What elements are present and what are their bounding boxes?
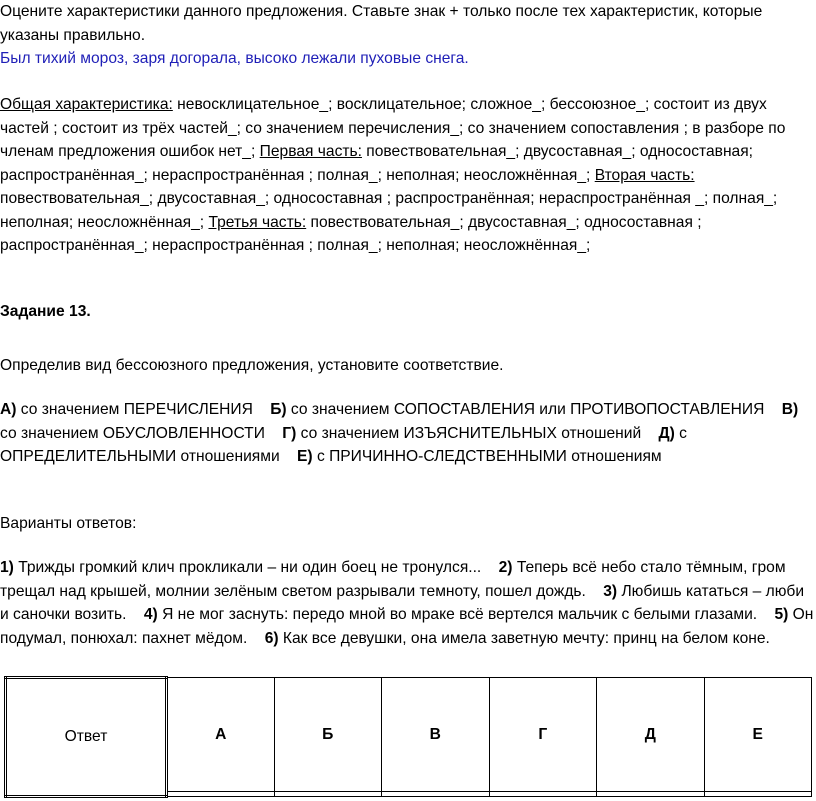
option-letter: В) [781, 401, 799, 418]
answer-table-header-row [6, 678, 812, 792]
variant-text: Я не мог заснуть: передо мной во мраке всё вертелся мальчик с белыми глазами. [157, 606, 758, 623]
variant-number: 4) [143, 606, 158, 623]
column-header-v: В [382, 678, 490, 792]
part3-text: повествовательная_; двусоставная_; односоставная ; распространённая_; нераспространённая ; полная_; неполная; неосложнённая_; [0, 213, 702, 254]
analyzed-sentence: Был тихий мороз, заря догорала, высоко лежали пуховые снега. [0, 50, 469, 67]
intro-instruction: Оцените характеристики данного предложения. Ставьте знак + только после тех характеристик, которые указаны правильно. [0, 3, 763, 44]
answer-row-label: Ответ [6, 678, 167, 797]
answer-cell-v[interactable] [382, 792, 490, 797]
answer-cell-g[interactable] [489, 792, 597, 797]
answer-cell-b[interactable] [274, 792, 382, 797]
variants-paragraph [0, 556, 816, 650]
intro-section [0, 0, 816, 71]
variant-number: 2) [498, 559, 513, 576]
answer-table [4, 676, 812, 798]
part1-label: Первая часть: [259, 143, 362, 160]
task-title-section [0, 300, 816, 324]
variant-number: 1) [0, 559, 14, 576]
variants-label-section [0, 512, 816, 536]
option-letter: Г) [282, 424, 297, 442]
column-header-b: Б [274, 678, 382, 792]
general-characteristic-label: Общая характеристика: [0, 96, 173, 113]
variant-text: Теперь всё небо стало тёмным, гром трещал над крышей, молнии зелёным светом разрывали темноту, пошел дождь. [0, 559, 786, 600]
variant-text: Трижды громкий клич прокликали – ни один боец не тронулся... [13, 559, 482, 576]
variant-text: Любишь кататься – люби и саночки возить. [0, 582, 805, 623]
task-instruction-section [0, 354, 816, 378]
part2-text: повествовательная_; двусоставная_; односоставная ; распространённая; нераспространённая _; полная_; неполная; неосложнённая_; [0, 190, 778, 231]
option-text: со значением СОПОСТАВЛЕНИЯ или ПРОТИВОПОСТАВЛЕНИЯ [286, 401, 765, 418]
column-header-a: А [167, 678, 275, 792]
variant-number: 6) [264, 629, 279, 647]
part2-label: Вторая часть: [594, 166, 695, 184]
variants-section [0, 556, 816, 650]
variant-text: Он подумал, понюхал: пахнет мёдом. [0, 606, 814, 647]
characteristics-paragraph [0, 93, 816, 258]
answer-cell-d[interactable] [597, 792, 705, 797]
characteristics-section [0, 93, 816, 258]
part1-text: повествовательная_; двусоставная_; односоставная; распространённая_; нераспространённая ; полная_; неполная; неосложнённая_; [0, 143, 753, 184]
task-instruction: Определив вид бессоюзного предложения, установите соответствие. [0, 357, 504, 374]
option-letter: Е) [297, 448, 313, 465]
variant-number: 3) [603, 582, 618, 600]
option-letter: Д) [658, 424, 675, 442]
option-letter: Б) [270, 401, 287, 418]
column-header-g: Г [489, 678, 597, 792]
part3-label: Третья часть: [208, 213, 307, 231]
option-text: с ОПРЕДЕЛИТЕЛЬНЫМИ отношениями [0, 424, 687, 465]
option-letter: А) [0, 401, 17, 418]
variant-text: Как все девушки, она имела заветную мечту: принц на белом коне. [278, 629, 770, 647]
column-header-e: Е [704, 678, 812, 792]
variant-number: 5) [774, 606, 789, 623]
task-title: Задание 13. [0, 303, 91, 320]
option-text: со значением ИЗЪЯСНИТЕЛЬНЫХ отношений [296, 424, 642, 442]
variants-label: Варианты ответов: [0, 515, 137, 532]
options-paragraph [0, 398, 816, 469]
option-text: со значением ОБУСЛОВЛЕННОСТИ [0, 424, 265, 442]
answer-cell-a[interactable] [167, 792, 275, 797]
general-characteristic-text: невосклицательное_; восклицательное; сложное_; бессоюзное_; состоит из двух частей ; состоит из трёх частей_; со значением перечисления_; со значением сопоставления ; в разборе по членам предложения ошибок нет_; [0, 96, 786, 160]
option-text: со значением ПЕРЕЧИСЛЕНИЯ [16, 401, 253, 418]
options-section [0, 398, 816, 469]
answer-cell-e[interactable] [704, 792, 812, 797]
column-header-d: Д [597, 678, 705, 792]
option-text: с ПРИЧИННО-СЛЕДСТВЕННЫМИ отношениям [312, 448, 662, 465]
